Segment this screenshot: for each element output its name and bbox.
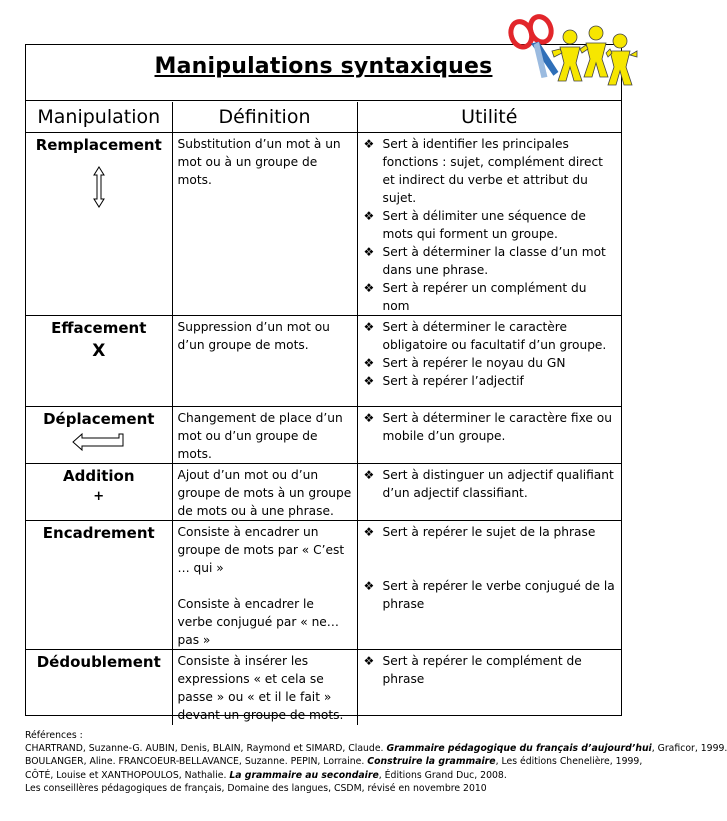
page-title: Manipulations syntaxiques bbox=[154, 54, 493, 79]
utility-item: ❖ Sert à repérer le sujet de la phrase bbox=[363, 525, 596, 539]
manipulation-name: Remplacement bbox=[35, 136, 162, 154]
table-row bbox=[26, 464, 621, 521]
reference-item: CHARTRAND, Suzanne-G. AUBIN, Denis, BLAIN, Raymond et SIMARD, Claude. Grammaire pédagogique du français d’aujourd’hui, Graficor, 1999. bbox=[25, 743, 727, 755]
manipulation-name: Effacement bbox=[51, 319, 147, 337]
bent-arrow-icon bbox=[71, 432, 127, 452]
reference-item: CÔTÉ, Louise et XANTHOPOULOS, Nathalie. La grammaire au secondaire, Éditions Grand Duc, 2008. bbox=[25, 769, 507, 781]
double-vertical-arrow-icon bbox=[93, 166, 105, 208]
diamond-bullet-icon: ❖ bbox=[363, 356, 375, 370]
definition-text: Changement de place d’un mot ou d’un groupe de mots. bbox=[177, 411, 343, 461]
add-symbol: + bbox=[93, 489, 105, 504]
diamond-bullet-icon: ❖ bbox=[363, 320, 375, 334]
utility-cell bbox=[357, 521, 621, 650]
document-frame bbox=[25, 44, 622, 722]
manipulation-cell bbox=[26, 316, 172, 407]
definition-text: Consiste à encadrer un groupe de mots par « C’est … qui » bbox=[177, 525, 345, 575]
diamond-bullet-icon: ❖ bbox=[363, 525, 375, 539]
reference-item: Les conseillères pédagogiques de français, Domaine des langues, CSDM, révisé en novembre 2010 bbox=[25, 782, 487, 794]
references bbox=[25, 729, 727, 795]
utility-cell bbox=[357, 650, 621, 725]
definition-text: Consiste à insérer les expressions « et cela se passe » ou « et il le fait » devant un groupe de mots. bbox=[177, 654, 344, 722]
manipulation-cell bbox=[26, 133, 172, 316]
utility-item: ❖ Sert à distinguer un adjectif qualifiant d’un adjectif classifiant. bbox=[363, 468, 614, 500]
utility-item: ❖ Sert à repérer le verbe conjugué de la phrase bbox=[363, 579, 615, 611]
table-row bbox=[26, 650, 621, 725]
definition-cell bbox=[172, 464, 357, 521]
manipulation-cell bbox=[26, 464, 172, 521]
diamond-bullet-icon: ❖ bbox=[363, 281, 375, 295]
manipulation-cell bbox=[26, 521, 172, 650]
definition-cell bbox=[172, 650, 357, 725]
manipulation-name: Dédoublement bbox=[36, 653, 161, 671]
utility-item: ❖ Sert à déterminer la classe d’un mot dans une phrase. bbox=[363, 245, 606, 277]
diamond-bullet-icon: ❖ bbox=[363, 411, 375, 425]
paper-dolls-icon bbox=[552, 26, 637, 85]
utility-item: ❖ Sert à repérer un complément du nom bbox=[363, 281, 587, 313]
utility-item: ❖ Sert à identifier les principales fonctions : sujet, complément direct et indirect du verbe et attribut du sujet. bbox=[363, 137, 603, 205]
definition-text: Ajout d’un mot ou d’un groupe de mots à un groupe de mots ou à une phrase. bbox=[177, 468, 352, 518]
definition-text: Suppression d’un mot ou d’un groupe de mots. bbox=[177, 320, 330, 352]
manipulation-name: Déplacement bbox=[43, 410, 155, 428]
definition-text: Substitution d’un mot à un mot ou à un groupe de mots. bbox=[177, 137, 341, 187]
definition-text: Consiste à encadrer le verbe conjugué par « ne…pas » bbox=[177, 597, 339, 647]
diamond-bullet-icon: ❖ bbox=[363, 137, 375, 151]
manipulations-table bbox=[26, 102, 621, 725]
utility-cell bbox=[357, 133, 621, 316]
header-utility: Utilité bbox=[357, 102, 621, 133]
utility-item: ❖ Sert à repérer le noyau du GN bbox=[363, 356, 566, 370]
diamond-bullet-icon: ❖ bbox=[363, 654, 375, 668]
diamond-bullet-icon: ❖ bbox=[363, 209, 375, 223]
header-definition: Définition bbox=[172, 102, 357, 133]
manipulation-name: Encadrement bbox=[42, 524, 155, 542]
utility-item: ❖ Sert à repérer l’adjectif bbox=[363, 374, 524, 388]
manipulation-name: Addition bbox=[62, 467, 135, 485]
utility-item: ❖ Sert à déterminer le caractère fixe ou mobile d’un groupe. bbox=[363, 411, 612, 443]
scissors-icon bbox=[507, 12, 566, 85]
table-row bbox=[26, 407, 621, 464]
table-row bbox=[26, 133, 621, 316]
diamond-bullet-icon: ❖ bbox=[363, 579, 375, 593]
references-heading: Références : bbox=[25, 730, 83, 741]
definition-cell bbox=[172, 316, 357, 407]
diamond-bullet-icon: ❖ bbox=[363, 468, 375, 482]
reference-item: BOULANGER, Aline. FRANCOEUR-BELLAVANCE, Suzanne. PEPIN, Lorraine. Construire la grammaire, Les éditions Chenelière, 1999, bbox=[25, 756, 643, 768]
table-header-row bbox=[26, 102, 621, 133]
utility-item: ❖ Sert à déterminer le caractère obligatoire ou facultatif d’un groupe. bbox=[363, 320, 607, 352]
manipulation-cell bbox=[26, 407, 172, 464]
diamond-bullet-icon: ❖ bbox=[363, 374, 375, 388]
utility-cell bbox=[357, 464, 621, 521]
table-row bbox=[26, 521, 621, 650]
utility-cell bbox=[357, 407, 621, 464]
definition-cell bbox=[172, 133, 357, 316]
utility-cell bbox=[357, 316, 621, 407]
table-row bbox=[26, 316, 621, 407]
manipulation-cell bbox=[26, 650, 172, 725]
definition-cell bbox=[172, 407, 357, 464]
header-manipulation: Manipulation bbox=[26, 102, 172, 133]
delete-symbol: X bbox=[92, 341, 106, 361]
diamond-bullet-icon: ❖ bbox=[363, 245, 375, 259]
utility-item: ❖ Sert à délimiter une séquence de mots qui forment un groupe. bbox=[363, 209, 586, 241]
definition-cell bbox=[172, 521, 357, 650]
utility-item: ❖ Sert à repérer le complément de phrase bbox=[363, 654, 582, 686]
scissors-paper-dolls-logo bbox=[498, 11, 638, 105]
